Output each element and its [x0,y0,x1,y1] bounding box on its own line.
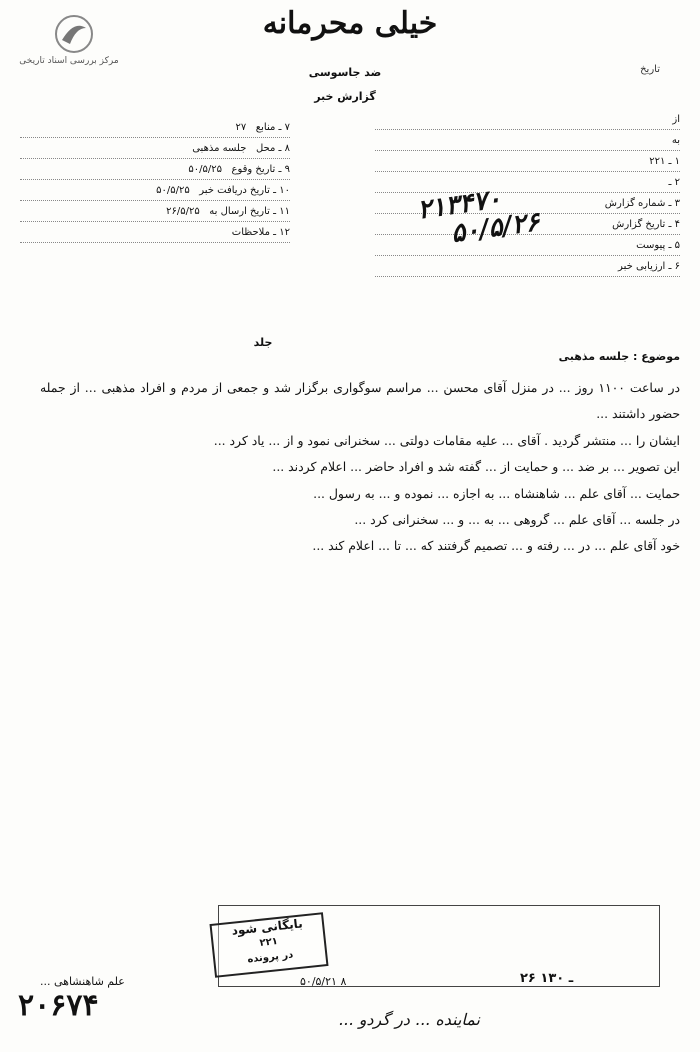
handwritten-number: ۲۱۳۴۷۰ [415,184,503,226]
footer-text: علم شاهنشاهی ... [40,975,125,988]
field-label: به [671,135,680,146]
field-label: ۱۰ ـ تاریخ دریافت خبر [199,185,290,196]
field-label: ۸ ـ محل [255,143,290,154]
field-value: ۲۶/۵/۲۵ [166,206,200,217]
field-row [20,139,290,159]
field-label: ۹ ـ تاریخ وقوع [231,164,290,175]
field-row [20,202,290,222]
field-label: ۱۱ ـ تاریخ ارسال به [209,206,290,217]
field-label: ۳ ـ شماره گزارش [604,198,680,209]
subject-line: موضوع : جلسه مذهبی [558,350,680,363]
report-body [40,375,680,560]
field-label: ۷ ـ منابع [255,122,290,133]
field-row [375,257,680,277]
form-type-label: گزارش خبر [314,90,376,103]
footer-code: ۲۶ ـ ۱۳۰ [520,971,574,986]
footer-date: ۸ ۵۰/۵/۲۱ [300,975,347,988]
footer-row [40,971,680,995]
signature: نماینده ... در گردو ... [338,1010,480,1029]
corner-date-label: تاریخ [640,64,660,75]
body-paragraph: حمایت ... آقای علم ... شاهنشاه ... به اجازه ... نموده و ... به رسول ... [313,485,680,501]
field-row [20,160,290,180]
field-value: ۲۲۱ [649,156,666,167]
field-value: ۲۷ [235,122,247,133]
watermark-text: مرکز بررسی اسناد تاریخی [19,56,119,66]
body-paragraph: خود آقای علم ... در ... رفته و ... تصمیم گرفتند که ... تا ... اعلام کند ... [312,538,680,554]
stamp-line: بایگانی شود [230,916,304,938]
archive-logo [14,10,124,70]
archive-logo-icon [52,14,96,54]
field-label: ۱ ـ [668,156,680,167]
field-label: ۱۲ ـ ملاحظات [231,227,290,238]
handwritten-date: ۵۰/۵/۲۶ [449,206,542,250]
field-row [20,181,290,201]
field-row [20,118,290,138]
field-value: جلسه مذهبی [192,143,247,154]
body-paragraph: در ساعت ۱۱۰۰ روز ... در منزل آقای محسن ... مراسم سوگواری برگزار شد و جمعی از مردم و افراد مذهبی ... از جمله حضور داشتند ... [40,380,680,422]
field-row [375,152,680,172]
document-number: ۲۰۶۷۴ [18,988,99,1023]
body-paragraph: این تصویر ... بر ضد ... و حمایت از ... گفته شد و افراد حاضر ... اعلام کردند ... [272,459,680,475]
stamp-line: ۲۲۱ [259,936,279,949]
field-row [20,223,290,243]
field-value: ۵۰/۵/۲۵ [156,185,190,196]
body-paragraph: در جلسه ... آقای علم ... گروهی ... به ... و ... سخنرانی کرد ... [354,512,680,528]
field-row [375,110,680,130]
classification-title: خیلی محرمانه [262,6,438,41]
field-label: ۲ ـ [668,177,680,188]
body-paragraph: ایشان را ... منتشر گردید . آقای ... علیه مقامات دولتی ... سخنرانی نمود و از ... یاد کرد ... [213,432,680,448]
field-label: ۶ ـ ارزیابی خبر [618,261,680,272]
stamp-line: در پرونده [246,949,294,966]
field-label: از [672,114,680,125]
field-label: ۴ ـ تاریخ گزارش [612,219,680,230]
field-label: ۵ ـ پیوست [636,240,680,251]
field-row [375,131,680,151]
left-field-list [20,118,290,244]
department-label: ضد جاسوسی [308,66,382,79]
field-value: ۵۰/۵/۲۵ [188,164,222,175]
section-mark: جلد [253,336,273,349]
